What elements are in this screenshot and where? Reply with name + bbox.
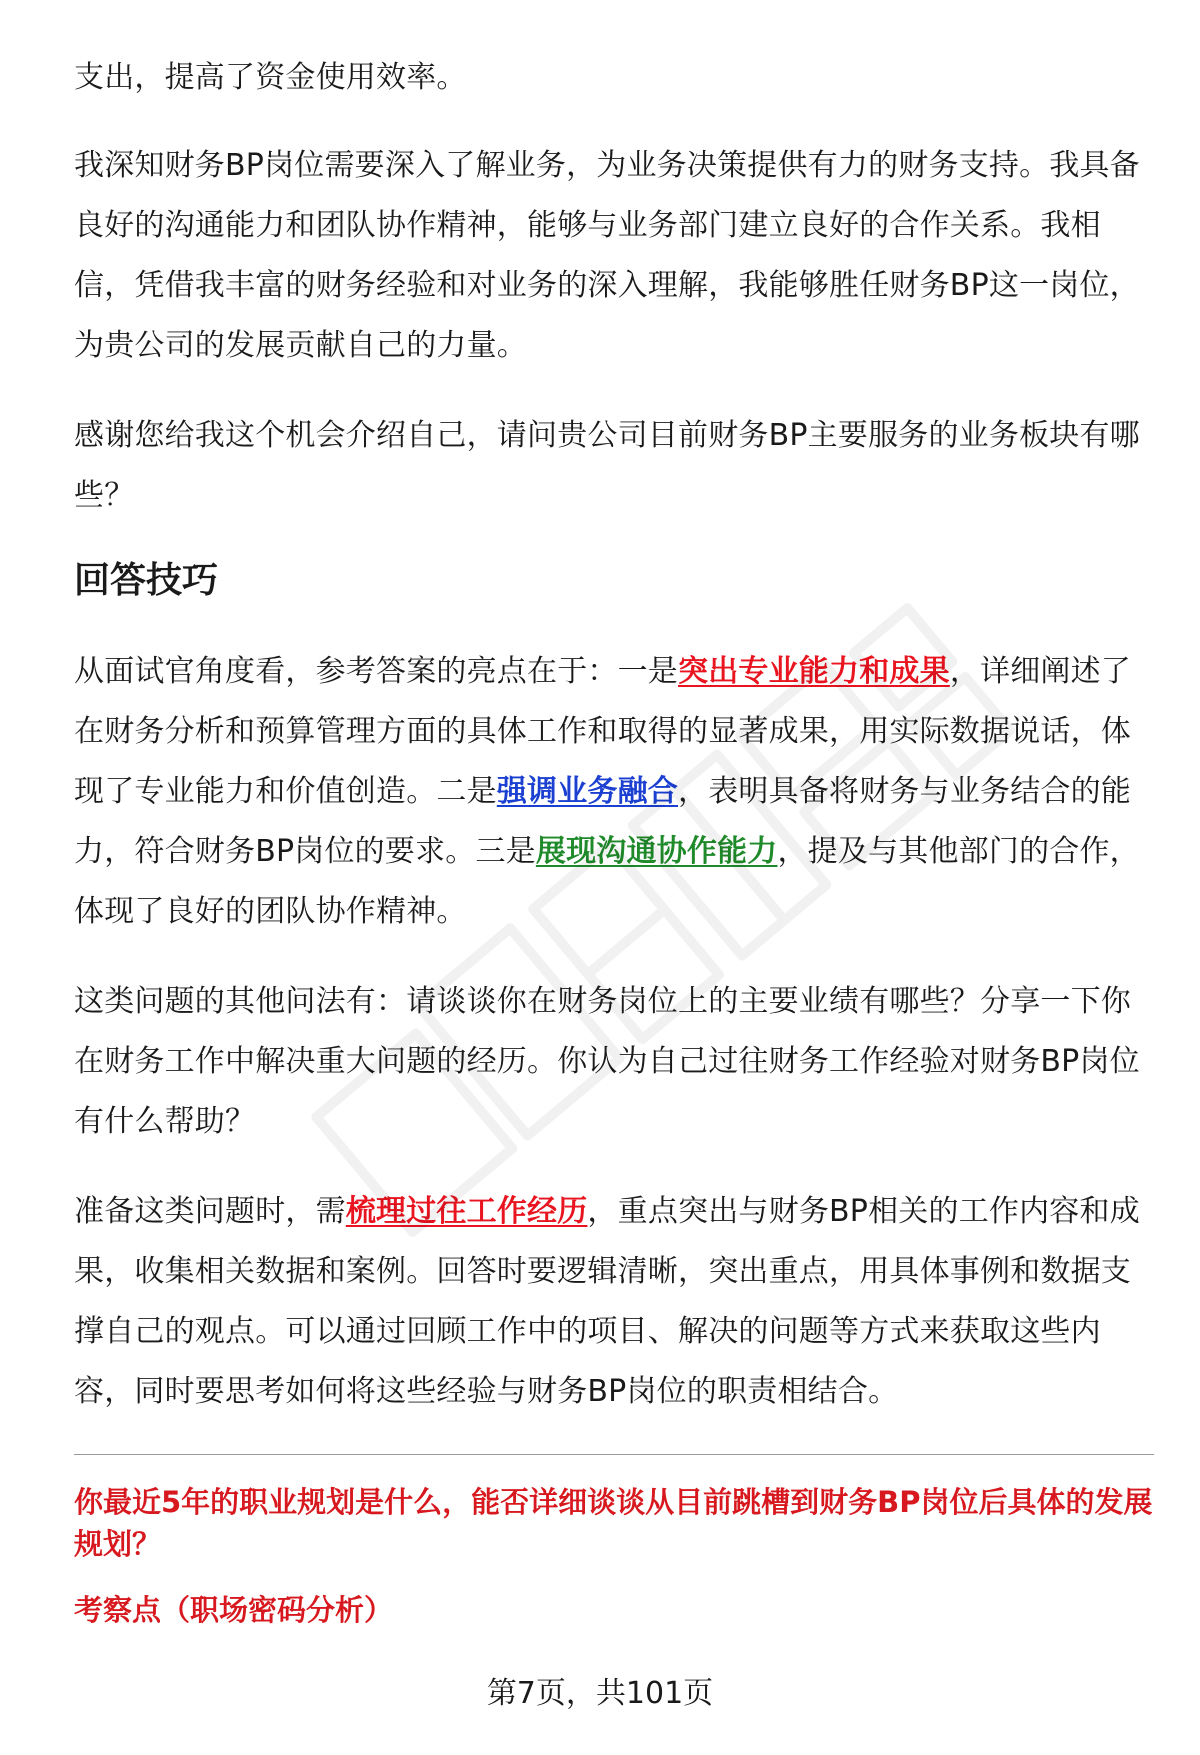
- highlight-review-experience: 梳理过往工作经历: [345, 1194, 588, 1229]
- paragraph-interviewer-perspective: [74, 642, 1154, 942]
- highlight-professional-ability: 突出专业能力和成果: [678, 654, 950, 689]
- page-footer: 第7页，共101页: [486, 1676, 714, 1711]
- section-heading-answer-tips: 回答技巧: [74, 560, 219, 601]
- section-divider: [74, 1454, 1154, 1455]
- text-segment: ，表明具备将财务与业务结合的能力，符合财务BP岗位的要求。三是: [74, 774, 1132, 869]
- paragraph-business-understanding: 我深知财务BP岗位需要深入了解业务，为业务决策提供有力的财务支持。我具备良好的沟通能力和团队协作精神，能够与业务部门建立良好的合作关系。我相信，凭借我丰富的财务经验和对业务的深入理解，我能够胜任财务BP这一岗位，为贵公司的发展贡献自己的力量。: [74, 148, 1140, 363]
- paragraph-continuation: 支出，提高了资金使用效率。: [74, 60, 467, 95]
- paragraph-alternative-questions: 这类问题的其他问法有：请谈谈你在财务岗位上的主要业绩有哪些？分享一下你在财务工作中解决重大问题的经历。你认为自己过往财务工作经验对财务BP岗位有什么帮助？: [74, 984, 1140, 1139]
- highlight-business-integration: 强调业务融合: [496, 774, 679, 809]
- text-segment: 准备这类问题时，需: [74, 1194, 346, 1229]
- paragraph-closing-question: 感谢您给我这个机会介绍自己，请问贵公司目前财务BP主要服务的业务板块有哪些？: [74, 418, 1140, 513]
- paragraph-preparation-advice: [74, 1182, 1154, 1422]
- next-question-subhead: 考察点（职场密码分析）: [74, 1593, 394, 1627]
- document-page: [74, 48, 1154, 1631]
- text-segment: ，重点突出与财务BP相关的工作内容和成果，收集相关数据和案例。回答时要逻辑清晰，突出重点，用具体事例和数据支撑自己的观点。可以通过回顾工作中的项目、解决的问题等方式来获取这些内容，同时要思考如何将这些经验与财务BP岗位的职责相结合。: [74, 1194, 1140, 1409]
- highlight-communication-ability: 展现沟通协作能力: [535, 834, 778, 869]
- next-question: 你最近5年的职业规划是什么，能否详细谈谈从目前跳槽到财务BP岗位后具体的发展规划？: [74, 1485, 1153, 1561]
- text-segment: ，提及与其他部门的合作，体现了良好的团队协作精神。: [74, 834, 1140, 929]
- text-segment: 从面试官角度看，参考答案的亮点在于：一是: [74, 654, 678, 689]
- text-segment: ，详细阐述了在财务分析和预算管理方面的具体工作和取得的显著成果，用实际数据说话，体现了专业能力和价值创造。二是: [74, 654, 1132, 809]
